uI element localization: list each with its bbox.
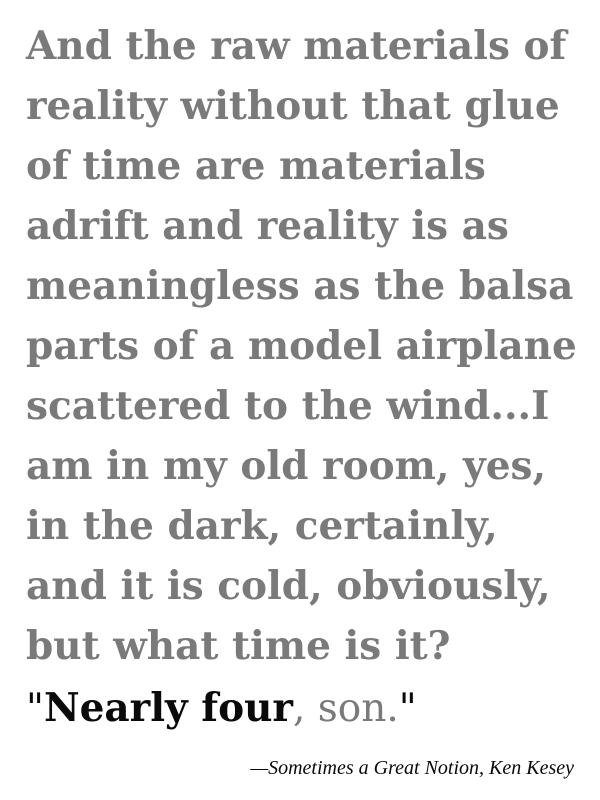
close-quote-mark: " — [398, 686, 417, 731]
quote-line-3: of time are materials — [26, 143, 486, 189]
quote-line-11: but what time is it? — [26, 623, 451, 669]
quote-line-6: parts of a model airplane — [26, 323, 577, 369]
quote-emphasis: Nearly four — [43, 685, 293, 731]
quote-line-7: scattered to the wind...I — [26, 383, 550, 429]
quote-final-rest: , son. — [292, 686, 399, 731]
quote-line-8: am in my old room, yes, — [26, 443, 547, 489]
open-quote-mark: " — [26, 686, 44, 731]
quote-line-4: adrift and reality is as — [26, 203, 509, 249]
quote-final-line — [26, 678, 417, 738]
quote-line-2: reality without that glue — [26, 83, 560, 129]
quote-line-1: And the raw materials of — [26, 23, 567, 69]
quote-line-10: and it is cold, obviously, — [26, 563, 551, 609]
quote-line-5: meaningless as the balsa — [26, 263, 574, 309]
quote-line-9: in the dark, certainly, — [26, 503, 498, 549]
attribution: —Sometimes a Great Notion, Ken Kesey — [250, 757, 574, 779]
